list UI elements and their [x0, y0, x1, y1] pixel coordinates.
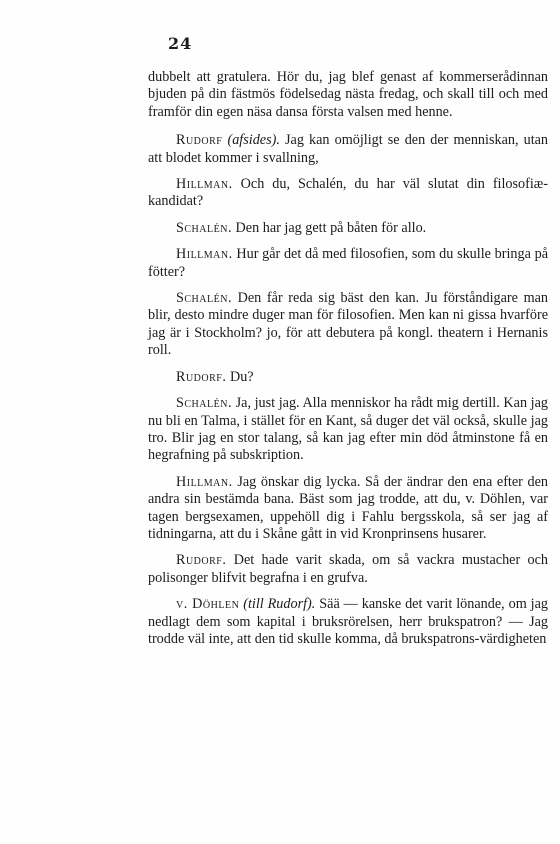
stage-direction: (till Rudorf).: [243, 596, 316, 613]
dialogue-paragraph: [148, 395, 548, 465]
dialogue-text: Jag kan omöjligt se den der menniskan, utan att blodet kommer i svallning,: [148, 132, 549, 166]
dialogue-text: Ja, just jag. Alla menniskor ha rådt mig dertill. Kan jag nu bli en Talma, i stället för en Kant, så duger det väl också, skulle jag tro. Blir jag en stor talang, så kan jag efter min död åtminstone få en hegrafning på subskription.: [148, 395, 549, 464]
dialogue-paragraph: [148, 220, 548, 237]
speaker-name: v. Döhlen: [176, 596, 240, 613]
dialogue-paragraph: [148, 596, 548, 648]
speaker-name: Schalén.: [176, 395, 232, 412]
dialogue-text: Hur går det då med filosofien, som du skulle bringa på fötter?: [148, 246, 548, 280]
page-text: [148, 69, 548, 657]
speaker-name: Rudorf.: [176, 552, 227, 569]
speaker-name: Hillman.: [176, 176, 233, 193]
dialogue-text: Du?: [229, 368, 254, 385]
dialogue-text: Sää — kanske det varit lönande, om jag nedlagt dem som kapital i bruksrörelsen, herr brukspatron? — Jag trodde väl inte, att den tid skulle komma, då brukspatrons-värdigheten: [148, 596, 548, 647]
paragraph: [148, 69, 548, 121]
dialogue-paragraph: [148, 176, 548, 211]
speaker-name: Rudorf: [176, 132, 223, 149]
dialogue-text: Den har jag gett på båten för allo.: [235, 219, 427, 236]
dialogue-text: Jag önskar dig lycka. Så der ändrar den ena efter den andra sin bestämda bana. Bäst som jag trodde, att du, v. Döhlen, var tagen bergsexamen, uppehöll dig i Fahlu bergsskola, så ser jag af tidningarna, att du i Skåne gått in vid Kronprinsens husarer.: [148, 473, 549, 542]
dialogue-paragraph: [148, 290, 548, 360]
paragraph-text: dubbelt att gratulera. Hör du, jag blef genast af kommerserådinnan bjuden på din fästmös födelsedag nästa fredag, och skall till och med framför din egen näsa dansa första valsen med henne.: [148, 69, 548, 120]
dialogue-text: Det hade varit skada, om så vackra mustacher och polisonger blifvit begrafna i en grufva.: [148, 552, 548, 586]
dialogue-paragraph: [148, 246, 548, 281]
speaker-name: Schalén.: [176, 219, 232, 236]
speaker-name: Rudorf.: [176, 368, 227, 385]
speaker-name: Hillman.: [176, 246, 233, 263]
dialogue-text: Den får reda sig bäst den kan. Ju förståndigare man blir, desto mindre duger man för filosofien. Men kan ni gissa hvarföre jag är i Stockholm? jo, för att debutera på kongl. theatern i Hernanis roll.: [148, 290, 548, 359]
dialogue-paragraph: [148, 552, 548, 587]
speaker-name: Hillman.: [176, 473, 233, 490]
page-number: 24: [168, 34, 193, 53]
dialogue-text: Och du, Schalén, du har väl slutat din filosofiæ-kandidat?: [148, 176, 548, 210]
dialogue-paragraph: [148, 474, 548, 544]
dialogue-paragraph: [148, 132, 548, 167]
dialogue-paragraph: [148, 369, 548, 386]
speaker-name: Schalén.: [176, 290, 232, 307]
stage-direction: (afsides).: [227, 132, 280, 149]
